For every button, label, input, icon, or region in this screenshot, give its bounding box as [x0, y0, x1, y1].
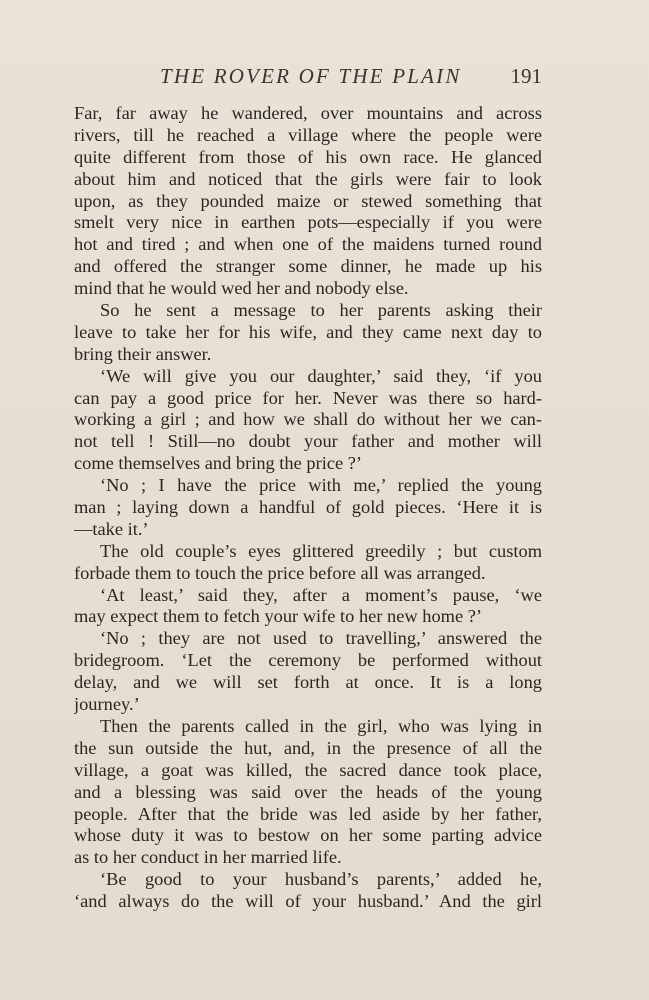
text-line: —take it.’ [74, 518, 149, 539]
text-line: Far, far away he wandered, over mountains and across [74, 103, 542, 123]
text-line: upon, as they pounded maize or stewed something that [74, 190, 542, 211]
text-line: bring their answer. [74, 343, 212, 364]
text-line: whose duty it was to bestow on her some parting advice [74, 825, 542, 846]
text-line: people. After that the bride was led aside by her father, [74, 803, 542, 824]
running-title: THE ROVER OF THE PLAIN [160, 64, 462, 88]
text-line: bridegroom. ‘Let the ceremony be performed without [74, 650, 542, 671]
text-line: quite different from those of his own race. He glanced [74, 146, 542, 167]
text-line: ‘We will give you our daughter,’ said they, ‘if you [100, 365, 542, 386]
text-line: delay, and we will set forth at once. It is a long [74, 672, 542, 693]
text-line: hot and tired ; and when one of the maidens turned round [74, 234, 542, 255]
text-line: journey.’ [74, 694, 140, 715]
body-text [74, 103, 542, 913]
text-line: can pay a good price for her. Never was there so hard- [74, 387, 542, 408]
text-line: The old couple’s eyes glittered greedily ; but custom [100, 540, 542, 561]
text-line: as to her conduct in her married life. [74, 847, 342, 868]
text-line: ‘Be good to your husband’s parents,’ added he, [100, 869, 542, 890]
text-line: Then the parents called in the girl, who was lying in [100, 715, 542, 736]
text-line: ‘At least,’ said they, after a moment’s pause, ‘we [100, 584, 542, 605]
text-line: village, a goat was killed, the sacred dance took place, [74, 759, 542, 780]
text-line: rivers, till he reached a village where the people were [74, 124, 542, 145]
text-line: ‘No ; they are not used to travelling,’ answered the [100, 628, 542, 649]
text-line: the sun outside the hut, and, in the presence of all the [74, 737, 542, 758]
text-line: So he sent a message to her parents asking their [100, 300, 542, 321]
text-line: ‘No ; I have the price with me,’ replied the young [100, 475, 542, 496]
text-line: not tell ! Still—no doubt your father and mother will [74, 431, 542, 452]
text-line: man ; laying down a handful of gold pieces. ‘Here it is [74, 497, 542, 518]
text-line: ‘and always do the will of your husband.’ And the girl [74, 891, 542, 912]
page-number: 191 [510, 64, 542, 88]
text-line: come themselves and bring the price ?’ [74, 453, 363, 474]
page-header [74, 64, 544, 92]
text-line: working a girl ; and how we shall do without her we can- [74, 409, 542, 430]
text-line: may expect them to fetch your wife to her new home ?’ [74, 606, 483, 627]
text-line: leave to take her for his wife, and they came next day to [74, 321, 542, 342]
text-line: mind that he would wed her and nobody else. [74, 278, 409, 299]
text-line: about him and noticed that the girls were fair to look [74, 168, 542, 189]
text-line: and a blessing was said over the heads of the young [74, 781, 542, 802]
text-line: and offered the stranger some dinner, he made up his [74, 256, 542, 277]
text-line: smelt very nice in earthen pots—especially if you were [74, 212, 542, 233]
text-line: forbade them to touch the price before all was arranged. [74, 562, 486, 583]
